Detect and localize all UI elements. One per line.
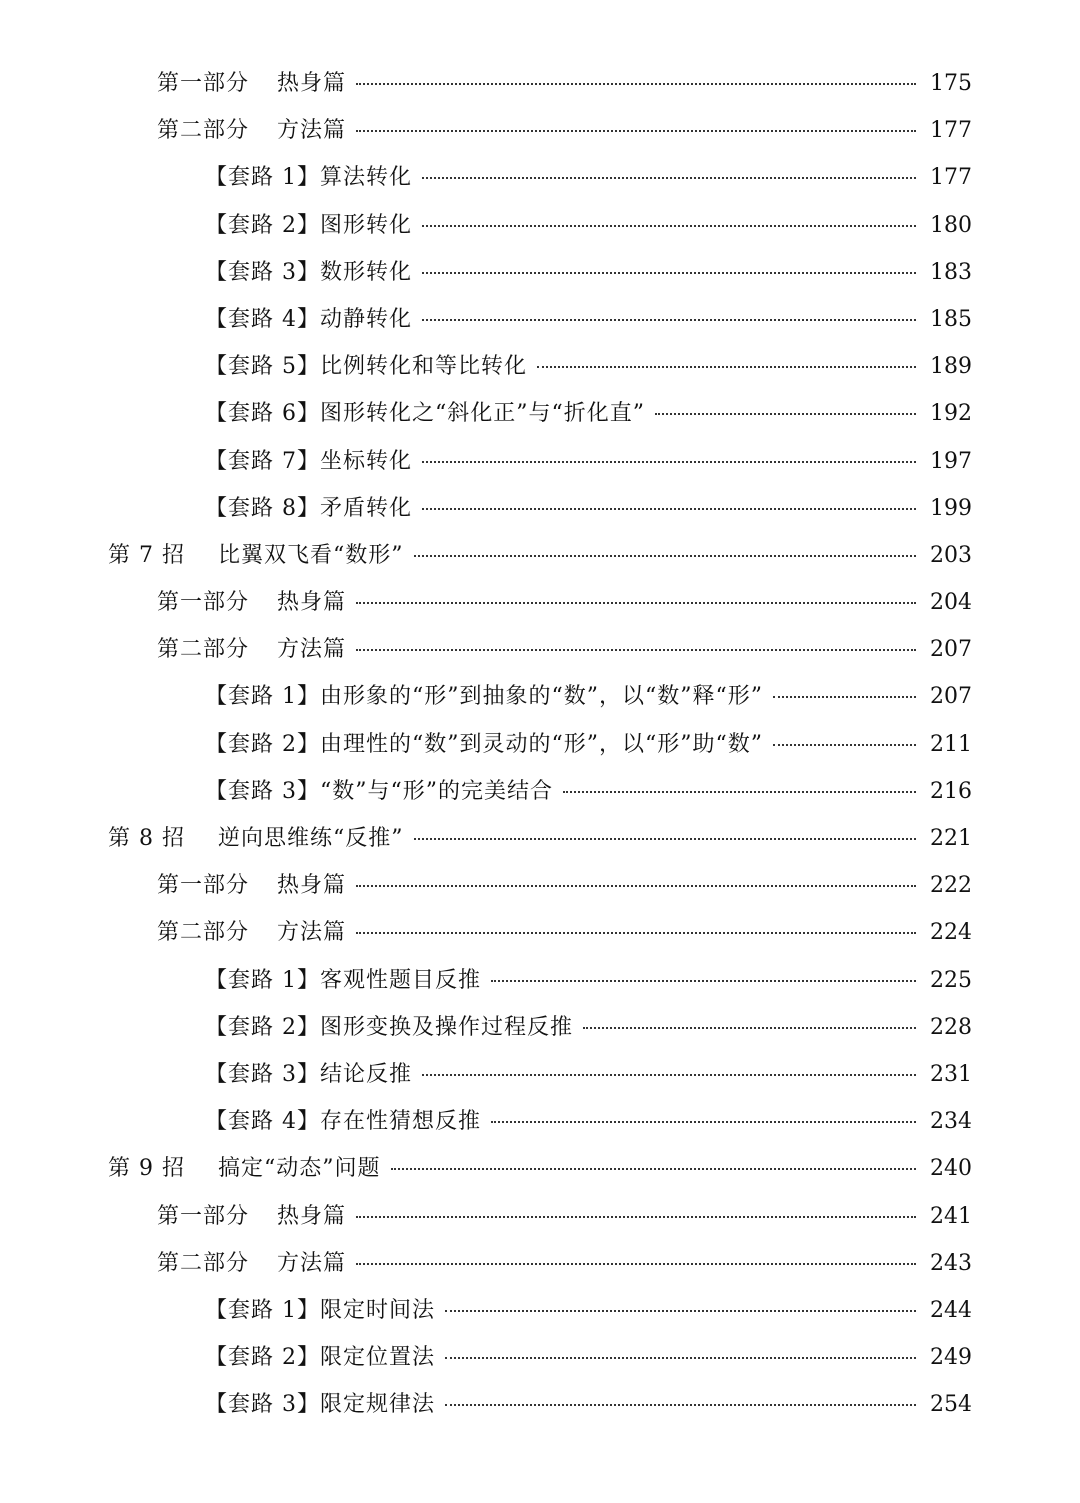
entry-label bbox=[205, 390, 645, 437]
page-number: 224 bbox=[930, 920, 972, 946]
entry-title: 限定位置法 bbox=[320, 1345, 436, 1371]
page-number: 183 bbox=[930, 259, 972, 285]
entry-number: 【套路 1】 bbox=[205, 684, 320, 710]
entry-label bbox=[157, 579, 346, 626]
entry-title: 热身篇 bbox=[277, 71, 347, 96]
entry-title: 数形转化 bbox=[320, 259, 413, 285]
page-number: 192 bbox=[930, 401, 972, 427]
toc-entry[interactable] bbox=[0, 768, 1080, 815]
page-number: 244 bbox=[930, 1297, 972, 1323]
toc-entry[interactable] bbox=[0, 485, 1080, 532]
entry-number: 【套路 8】 bbox=[205, 495, 320, 521]
entry-number: 【套路 4】 bbox=[205, 306, 320, 332]
dot-leader bbox=[414, 838, 917, 840]
dot-leader bbox=[391, 1168, 917, 1170]
entry-number: 【套路 1】 bbox=[205, 1297, 320, 1323]
toc-chapter-entry[interactable] bbox=[0, 815, 1080, 862]
entry-number: 【套路 2】 bbox=[205, 731, 320, 757]
entry-label bbox=[205, 721, 763, 768]
entry-number: 【套路 3】 bbox=[205, 259, 320, 285]
toc-entry[interactable] bbox=[0, 626, 1080, 673]
entry-label bbox=[205, 438, 412, 485]
entry-number: 第一部分 bbox=[157, 590, 250, 616]
toc-entry[interactable] bbox=[0, 957, 1080, 1004]
entry-title: 图形转化之“斜化正”与“折化直” bbox=[320, 401, 645, 427]
page-number: 203 bbox=[930, 542, 972, 568]
entry-label bbox=[157, 107, 346, 154]
dot-leader bbox=[491, 1121, 916, 1123]
toc-entry[interactable] bbox=[0, 154, 1080, 201]
entry-title: 比翼双飞看“数形” bbox=[218, 542, 404, 568]
dot-leader bbox=[356, 1216, 916, 1218]
dot-leader bbox=[356, 649, 916, 651]
toc-entry[interactable] bbox=[0, 1051, 1080, 1098]
entry-number: 第一部分 bbox=[157, 1203, 250, 1229]
entry-number: 第二部分 bbox=[157, 1250, 250, 1276]
entry-label bbox=[157, 1193, 346, 1240]
entry-title: 算法转化 bbox=[320, 165, 413, 191]
entry-title: 搞定“动态”问题 bbox=[218, 1156, 381, 1182]
dot-leader bbox=[563, 791, 916, 793]
entry-label bbox=[205, 673, 763, 720]
entry-title: 方法篇 bbox=[277, 637, 347, 663]
entry-label bbox=[205, 1098, 481, 1145]
page-number: 254 bbox=[930, 1392, 972, 1418]
entry-title: 动静转化 bbox=[320, 306, 413, 332]
page-number: 234 bbox=[930, 1109, 972, 1135]
entry-label bbox=[205, 154, 412, 201]
dot-leader bbox=[422, 225, 916, 227]
toc-entry[interactable] bbox=[0, 249, 1080, 296]
table-of-contents bbox=[0, 60, 1080, 1428]
dot-leader bbox=[445, 1310, 916, 1312]
entry-number: 第 9 招 bbox=[108, 1156, 185, 1182]
entry-label bbox=[108, 815, 404, 862]
entry-label bbox=[205, 485, 412, 532]
dot-leader bbox=[491, 980, 916, 982]
entry-title: 方法篇 bbox=[277, 1250, 347, 1276]
dot-leader bbox=[773, 744, 916, 746]
dot-leader bbox=[356, 1263, 916, 1265]
page-number: 211 bbox=[930, 731, 972, 757]
dot-leader bbox=[356, 83, 916, 85]
page-number: 243 bbox=[930, 1250, 972, 1276]
page-number: 175 bbox=[930, 71, 972, 96]
dot-leader bbox=[356, 932, 916, 934]
toc-entry[interactable] bbox=[0, 107, 1080, 154]
entry-number: 【套路 1】 bbox=[205, 967, 320, 993]
page-number: 241 bbox=[930, 1203, 972, 1229]
entry-number: 【套路 5】 bbox=[205, 354, 320, 380]
entry-number: 第 8 招 bbox=[108, 826, 185, 851]
dot-leader bbox=[356, 130, 916, 132]
dot-leader bbox=[445, 1357, 916, 1359]
page-number: 249 bbox=[930, 1345, 972, 1371]
toc-entry[interactable] bbox=[0, 1098, 1080, 1145]
page-number: 185 bbox=[930, 306, 972, 332]
page-number: 240 bbox=[930, 1156, 972, 1182]
dot-leader bbox=[445, 1404, 916, 1406]
entry-title: 图形变换及操作过程反推 bbox=[320, 1014, 574, 1040]
entry-title: 结论反推 bbox=[320, 1061, 413, 1087]
entry-title: 客观性题目反推 bbox=[320, 967, 482, 993]
toc-entry[interactable] bbox=[0, 390, 1080, 437]
entry-number: 【套路 4】 bbox=[205, 1109, 320, 1135]
toc-entry[interactable] bbox=[0, 862, 1080, 909]
entry-label bbox=[205, 1334, 435, 1381]
entry-title: 比例转化和等比转化 bbox=[320, 354, 528, 380]
dot-leader bbox=[537, 366, 916, 368]
entry-number: 第二部分 bbox=[157, 118, 250, 144]
entry-number: 【套路 2】 bbox=[205, 1014, 320, 1040]
entry-title: 图形转化 bbox=[320, 212, 413, 238]
entry-number: 第一部分 bbox=[157, 71, 250, 96]
toc-entry[interactable] bbox=[0, 579, 1080, 626]
page-number: 207 bbox=[930, 637, 972, 663]
entry-number: 【套路 2】 bbox=[205, 212, 320, 238]
toc-entry[interactable] bbox=[0, 909, 1080, 956]
dot-leader bbox=[422, 177, 916, 179]
toc-entry[interactable] bbox=[0, 721, 1080, 768]
page-number: 207 bbox=[930, 684, 972, 710]
entry-title: 坐标转化 bbox=[320, 448, 413, 474]
page-number: 222 bbox=[930, 873, 972, 899]
entry-title: 热身篇 bbox=[277, 873, 347, 899]
entry-label bbox=[157, 60, 346, 107]
entry-number: 【套路 3】 bbox=[205, 1392, 320, 1418]
entry-label bbox=[157, 1240, 346, 1287]
page-number: 216 bbox=[930, 778, 972, 804]
page-number: 180 bbox=[930, 212, 972, 238]
page-number: 221 bbox=[930, 826, 972, 851]
entry-title: 热身篇 bbox=[277, 1203, 347, 1229]
entry-label bbox=[205, 1051, 412, 1098]
dot-leader bbox=[583, 1027, 916, 1029]
entry-number: 第二部分 bbox=[157, 920, 250, 946]
entry-number: 第 7 招 bbox=[108, 542, 185, 568]
entry-number: 【套路 2】 bbox=[205, 1345, 320, 1371]
page-number: 199 bbox=[930, 495, 972, 521]
entry-number: 第一部分 bbox=[157, 873, 250, 899]
page-number: 177 bbox=[930, 165, 972, 191]
entry-label bbox=[205, 202, 412, 249]
toc-entry[interactable] bbox=[0, 202, 1080, 249]
entry-number: 【套路 3】 bbox=[205, 1061, 320, 1087]
entry-number: 【套路 3】 bbox=[205, 778, 320, 804]
entry-label bbox=[108, 1145, 381, 1192]
page-number: 177 bbox=[930, 118, 972, 144]
toc-entry[interactable] bbox=[0, 296, 1080, 343]
toc-chapter-entry[interactable] bbox=[0, 1145, 1080, 1192]
toc-entry[interactable] bbox=[0, 343, 1080, 390]
entry-label bbox=[205, 768, 553, 815]
page-number: 204 bbox=[930, 590, 972, 616]
dot-leader bbox=[655, 413, 916, 415]
entry-title: 存在性猜想反推 bbox=[320, 1109, 482, 1135]
toc-entry[interactable] bbox=[0, 1004, 1080, 1051]
entry-label bbox=[205, 249, 412, 296]
toc-entry[interactable] bbox=[0, 1287, 1080, 1334]
entry-number: 【套路 6】 bbox=[205, 401, 320, 427]
entry-label bbox=[157, 862, 346, 909]
entry-title: 限定时间法 bbox=[320, 1297, 436, 1323]
entry-label bbox=[205, 343, 527, 390]
toc-entry[interactable] bbox=[0, 1381, 1080, 1428]
entry-title: 热身篇 bbox=[277, 590, 347, 616]
entry-number: 【套路 7】 bbox=[205, 448, 320, 474]
toc-entry[interactable] bbox=[0, 438, 1080, 485]
dot-leader bbox=[422, 1074, 916, 1076]
entry-title: 限定规律法 bbox=[320, 1392, 436, 1418]
dot-leader bbox=[356, 885, 916, 887]
page-number: 197 bbox=[930, 448, 972, 474]
dot-leader bbox=[356, 602, 916, 604]
page-number: 231 bbox=[930, 1061, 972, 1087]
entry-title: “数”与“形”的完美结合 bbox=[320, 778, 553, 804]
entry-title: 由形象的“形”到抽象的“数”，以“数”释“形” bbox=[320, 684, 763, 710]
toc-entry[interactable] bbox=[0, 1193, 1080, 1240]
entry-label bbox=[108, 532, 404, 579]
entry-title: 矛盾转化 bbox=[320, 495, 413, 521]
entry-label bbox=[205, 1287, 435, 1334]
entry-number: 第二部分 bbox=[157, 637, 250, 663]
dot-leader bbox=[422, 461, 916, 463]
entry-label bbox=[205, 957, 481, 1004]
dot-leader bbox=[414, 555, 917, 557]
toc-entry[interactable] bbox=[0, 1334, 1080, 1381]
toc-entry[interactable] bbox=[0, 673, 1080, 720]
entry-label bbox=[205, 1381, 435, 1428]
entry-label bbox=[205, 1004, 573, 1051]
toc-chapter-entry[interactable] bbox=[0, 532, 1080, 579]
entry-number: 【套路 1】 bbox=[205, 165, 320, 191]
dot-leader bbox=[422, 319, 916, 321]
dot-leader bbox=[422, 272, 916, 274]
page-number: 189 bbox=[930, 354, 972, 380]
toc-entry[interactable] bbox=[0, 60, 1080, 107]
entry-title: 方法篇 bbox=[277, 920, 347, 946]
entry-title: 逆向思维练“反推” bbox=[218, 826, 404, 851]
page-number: 228 bbox=[930, 1014, 972, 1040]
entry-label bbox=[205, 296, 412, 343]
entry-label bbox=[157, 909, 346, 956]
dot-leader bbox=[422, 508, 916, 510]
toc-entry[interactable] bbox=[0, 1240, 1080, 1287]
page-number: 225 bbox=[930, 967, 972, 993]
entry-title: 方法篇 bbox=[277, 118, 347, 144]
dot-leader bbox=[773, 696, 916, 698]
entry-title: 由理性的“数”到灵动的“形”，以“形”助“数” bbox=[320, 731, 763, 757]
entry-label bbox=[157, 626, 346, 673]
